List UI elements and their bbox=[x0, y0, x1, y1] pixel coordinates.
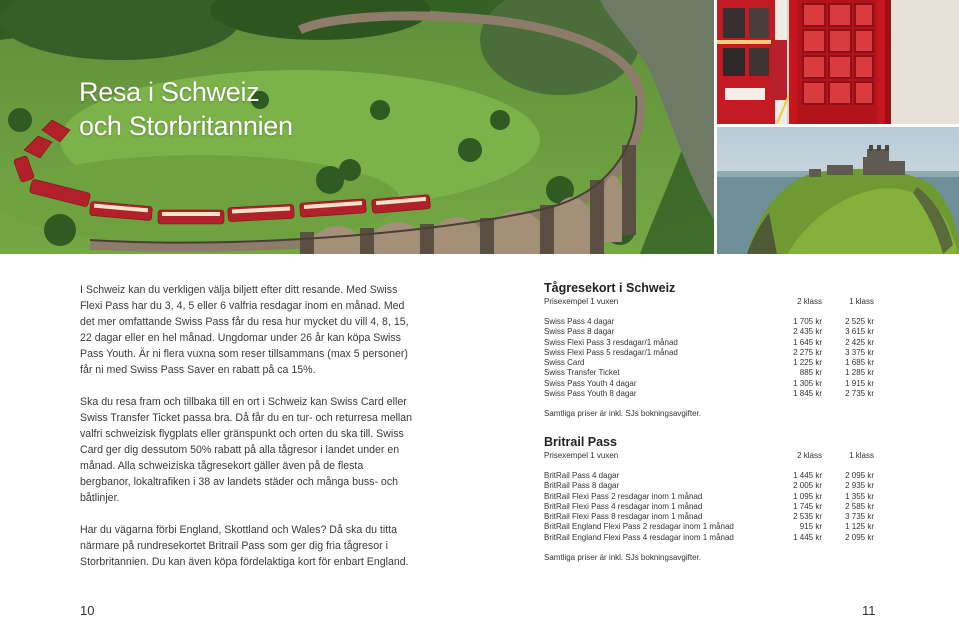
britrail-table-title: Britrail Pass bbox=[544, 435, 617, 449]
price-second-class: 1 445 kr bbox=[793, 532, 822, 542]
price-first-class: 1 355 kr bbox=[845, 491, 874, 501]
price-first-class: 3 735 kr bbox=[845, 512, 874, 522]
price-first-class: 1 915 kr bbox=[845, 378, 874, 388]
pass-name: Swiss Flexi Pass 3 resdagar/1 månad bbox=[544, 337, 678, 347]
swiss-col-second-class: 2 klass bbox=[797, 297, 822, 306]
price-first-class: 2 735 kr bbox=[845, 389, 874, 399]
pass-name: BritRail England Flexi Pass 2 resdagar inom 1 månad bbox=[544, 522, 734, 532]
price-row bbox=[544, 327, 874, 337]
price-first-class: 2 095 kr bbox=[845, 471, 874, 480]
britrail-note: Samtliga priser är inkl. SJs bokningsavgifter. bbox=[544, 553, 701, 563]
britrail-subtitle: Prisexempel 1 vuxen bbox=[544, 451, 619, 460]
hero-photo-train bbox=[0, 0, 714, 254]
price-second-class: 1 445 kr bbox=[793, 471, 822, 480]
price-row bbox=[544, 379, 874, 389]
price-second-class: 1 305 kr bbox=[793, 378, 822, 388]
pass-name: Swiss Pass 8 dagar bbox=[544, 327, 615, 337]
pass-name: BritRail Pass 8 dagar bbox=[544, 481, 620, 491]
price-second-class: 1 745 kr bbox=[793, 501, 822, 511]
price-second-class: 1 225 kr bbox=[793, 358, 822, 368]
swiss-col-first-class: 1 klass bbox=[849, 297, 874, 306]
pass-name: BritRail Flexi Pass 8 resdagar inom 1 månad bbox=[544, 512, 703, 522]
pass-name: Swiss Pass Youth 8 dagar bbox=[544, 389, 637, 399]
price-row bbox=[544, 481, 874, 491]
price-second-class: 2 435 kr bbox=[793, 327, 822, 337]
paragraph-swiss-passes: I Schweiz kan du verkligen välja biljett efter ditt resande. Med Swiss Flexi Pass har du 3, 4, 5 eller 6 valfria resdagar inom en månad. Med det mer omfattande Swiss Pass får du resa hur mycket du vill 4, 8, 15, 22 dagar eller en hel månad. Ungdomar under 26 år kan köpa Swiss Pass Youth. Är ni flera vuxna som reser tillsammans (max 5 personer) får ni med Swiss Pass Saver en rabatt på ca 15%. bbox=[80, 284, 409, 376]
price-first-class: 3 375 kr bbox=[845, 347, 874, 357]
britrail-price-table bbox=[544, 435, 874, 563]
price-second-class: 1 095 kr bbox=[793, 491, 822, 501]
swiss-subtitle: Prisexempel 1 vuxen bbox=[544, 297, 619, 306]
swiss-note: Samtliga priser är inkl. SJs bokningsavgifter. bbox=[544, 409, 701, 419]
price-first-class: 1 285 kr bbox=[845, 368, 874, 378]
britrail-col-second-class: 2 klass bbox=[797, 451, 822, 460]
price-row bbox=[544, 348, 874, 358]
price-second-class: 915 kr bbox=[799, 522, 822, 532]
pass-name: Swiss Card bbox=[544, 358, 585, 368]
price-second-class: 2 535 kr bbox=[793, 512, 822, 522]
pass-name: BritRail England Flexi Pass 4 resdagar inom 1 månad bbox=[544, 532, 734, 542]
price-first-class: 1 685 kr bbox=[845, 358, 874, 368]
price-row bbox=[544, 471, 874, 481]
pass-name: Swiss Flexi Pass 5 resdagar/1 månad bbox=[544, 347, 678, 357]
price-row bbox=[544, 512, 874, 522]
price-row bbox=[544, 389, 874, 399]
price-row bbox=[544, 368, 874, 378]
price-first-class: 3 615 kr bbox=[845, 327, 874, 337]
price-first-class: 2 585 kr bbox=[845, 501, 874, 511]
page-number-left: 10 bbox=[80, 603, 95, 618]
pass-name: BritRail Flexi Pass 2 resdagar inom 1 månad bbox=[544, 491, 703, 501]
britrail-rows bbox=[544, 471, 874, 543]
swiss-price-table bbox=[544, 281, 874, 419]
price-row bbox=[544, 522, 874, 532]
title-line-2: och Storbritannien bbox=[79, 111, 293, 141]
swiss-rows bbox=[544, 317, 874, 399]
price-first-class: 2 425 kr bbox=[845, 337, 874, 347]
pass-name: Swiss Transfer Ticket bbox=[544, 368, 620, 378]
paragraph-swiss-card: Ska du resa fram och tillbaka till en ort i Schweiz kan Swiss Card eller Swiss Transfer Ticket passa bra. Då får du en tur- och returresa mellan valfri schweizisk flygplats eller gränspunkt och orten du ska till. Swiss Card ger dig dessutom 50% rabatt på alla tågresor i landet under en månad. Alla schweiziska tågresekort gäller även på de flesta bergbanor, lokaltrafiken i 38 av landets städer och många buss- och båtlinjer. bbox=[80, 396, 413, 504]
pass-name: BritRail Flexi Pass 4 resdagar inom 1 månad bbox=[544, 501, 703, 511]
price-row bbox=[544, 358, 874, 368]
price-row bbox=[544, 338, 874, 348]
price-first-class: 2 095 kr bbox=[845, 532, 874, 542]
pass-name: Swiss Pass 4 dagar bbox=[544, 317, 615, 326]
pass-name: Swiss Pass Youth 4 dagar bbox=[544, 378, 637, 388]
page-number-right: 11 bbox=[862, 603, 876, 618]
britrail-table-header bbox=[544, 451, 874, 461]
title-line-1: Resa i Schweiz bbox=[79, 77, 260, 107]
britrail-col-first-class: 1 klass bbox=[849, 451, 874, 460]
price-second-class: 1 845 kr bbox=[793, 389, 822, 399]
photo-london-bus bbox=[717, 0, 959, 124]
castle-cliff-illustration bbox=[717, 127, 959, 254]
photo-castle-cliff bbox=[717, 127, 959, 254]
price-second-class: 885 kr bbox=[799, 368, 822, 378]
swiss-table-header bbox=[544, 297, 874, 307]
price-first-class: 2 935 kr bbox=[845, 481, 874, 491]
paragraph-britrail: Har du vägarna förbi England, Skottland och Wales? Då ska du titta närmare på rundresekortet Britrail Pass som ger dig fria tågresor i Storbritannien. Du kan även köpa fördelaktiga kort för enbart England. bbox=[80, 524, 409, 568]
page-title bbox=[79, 75, 293, 143]
price-second-class: 1 705 kr bbox=[793, 317, 822, 326]
price-row bbox=[544, 502, 874, 512]
price-second-class: 2 005 kr bbox=[793, 481, 822, 491]
price-second-class: 1 645 kr bbox=[793, 337, 822, 347]
article-body bbox=[80, 282, 415, 586]
swiss-table-title: Tågresekort i Schweiz bbox=[544, 281, 676, 295]
price-row bbox=[544, 492, 874, 502]
price-second-class: 2 275 kr bbox=[793, 347, 822, 357]
bus-phonebox-illustration bbox=[717, 0, 959, 124]
price-row bbox=[544, 317, 874, 327]
price-first-class: 1 125 kr bbox=[845, 522, 874, 532]
pass-name: BritRail Pass 4 dagar bbox=[544, 471, 620, 480]
price-row bbox=[544, 533, 874, 543]
price-first-class: 2 525 kr bbox=[845, 317, 874, 326]
